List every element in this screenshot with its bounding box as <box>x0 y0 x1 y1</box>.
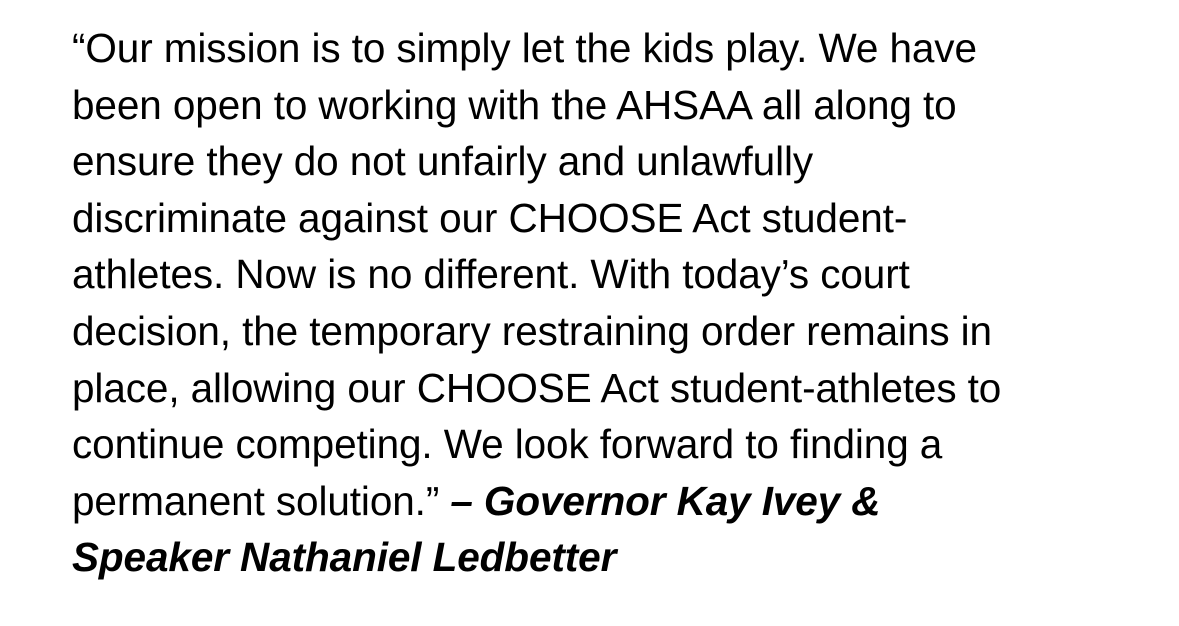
quote-line: discriminate against our CHOOSE Act student- <box>72 194 908 241</box>
attribution-part-2: Speaker Nathaniel Ledbetter <box>72 534 617 581</box>
quote-line: “Our mission is to simply let the kids play. We have <box>72 25 977 71</box>
quote-final-line <box>72 473 1162 530</box>
quote-line: athletes. Now is no different. With today’s court <box>72 251 910 298</box>
quote-line: continue competing. We look forward to finding a <box>72 421 943 468</box>
quote-line: decision, the temporary restraining order remains in <box>72 307 992 354</box>
quote-line: place, allowing our CHOOSE Act student-athletes to <box>72 364 1002 411</box>
quote-line: been open to working with the AHSAA all along to <box>72 81 957 128</box>
attribution-part-1: – Governor Kay Ivey & <box>450 477 881 524</box>
quote-ending: permanent solution.” <box>72 477 451 524</box>
quote-line: ensure they do not unfairly and unlawfully <box>72 138 814 185</box>
quote-statement <box>72 20 1162 586</box>
